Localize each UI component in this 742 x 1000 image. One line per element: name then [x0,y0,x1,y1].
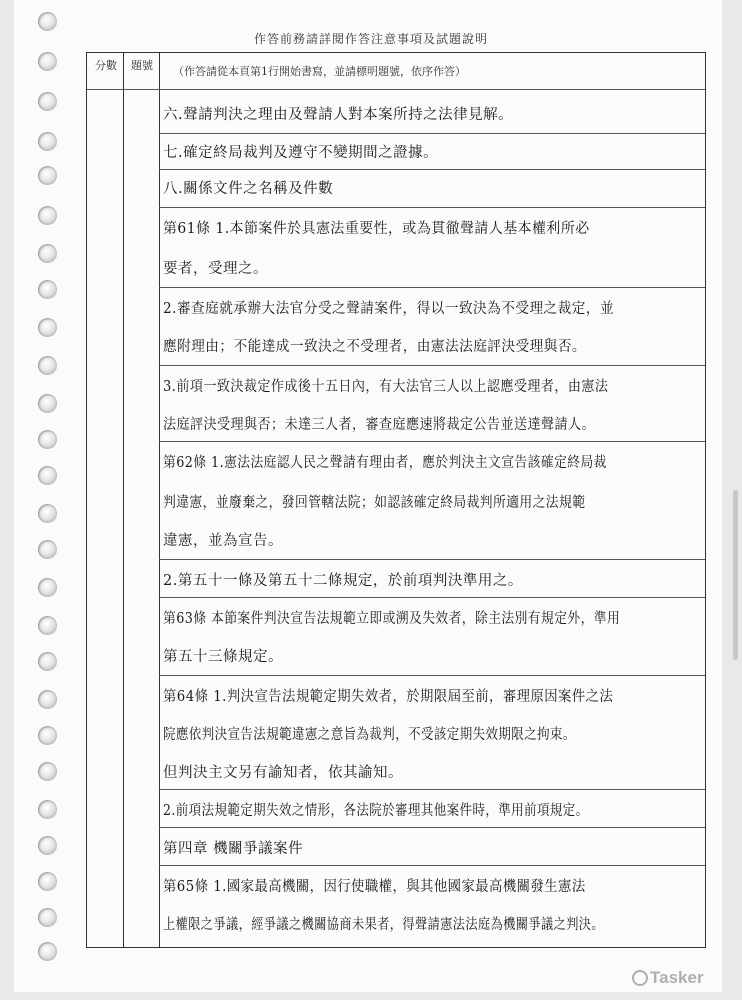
answer-line: 應附理由；不能達成一致決之不受理者，由憲法法庭評決受理與否。 [163,339,586,355]
binder-hole [38,578,57,597]
binder-hole [38,800,57,819]
binder-hole [38,394,57,413]
ruled-line [159,133,705,134]
ruled-line [159,827,705,828]
binder-hole [38,244,57,263]
answer-line: 八.關係文件之名稱及件數 [163,181,334,197]
binder-hole [38,52,57,71]
answer-line: 第65條 1.國家最高機關，因行使職權，與其他國家最高機關發生憲法 [163,879,586,895]
answer-line: 2.審查庭就承辦大法官分受之聲請案件，得以一致決為不受理之裁定，並 [163,301,615,317]
watermark-logo [632,968,704,988]
answer-line: 七.確定終局裁判及遵守不變期間之證據。 [163,145,439,161]
ruled-line [159,207,705,208]
ruled-line [159,597,705,598]
answer-grid [86,52,706,948]
binder-hole [38,166,57,185]
page-scrollbar[interactable] [733,490,738,660]
answer-line: 2.第五十一條及第五十二條規定，於前項判決準用之。 [163,573,523,589]
ruled-line [159,865,705,866]
answer-line: 3.前項一致決裁定作成後十五日內，有大法官三人以上認應受理者，由憲法 [163,379,609,395]
answer-line: 要者，受理之。 [163,261,268,277]
tasker-logo-icon [632,970,648,986]
answer-line: 第61條 1.本節案件於具憲法重要性，或為貫徹聲請人基本權利所必 [163,221,590,237]
sheet-header-title: 作答前務請詳閱作答注意事項及試題說明 [253,32,488,46]
binder-hole [38,280,57,299]
answer-line: 第四章 機關爭議案件 [163,841,304,857]
binder-hole [38,836,57,855]
binder-hole [38,762,57,781]
answer-line: 上權限之爭議，經爭議之機關協商未果者，得聲請憲法法庭為機關爭議之判決。 [163,917,604,933]
answer-line: 法庭評決受理與否；未達三人者，審查庭應速將裁定公告並送達聲請人。 [163,417,595,433]
column-divider [123,53,124,947]
binder-hole [38,466,57,485]
binder-hole [38,908,57,927]
binder-hole [38,430,57,449]
score-column-header: 分數 [95,59,117,72]
binder-hole [38,12,57,31]
ruled-line [159,365,705,366]
answer-line: 第63條 本節案件判決宣告法規範立即或溯及失效者，除主法別有規定外，準用 [163,611,621,627]
ruled-line [159,789,705,790]
binder-hole [38,92,57,111]
writing-instruction: （作答請從本頁第1行開始書寫，並請標明題號，依序作答） [173,65,466,78]
question-number-column-header: 題號 [131,59,153,72]
column-divider [159,53,160,947]
ruled-line [159,287,705,288]
answer-line: 第五十三條規定。 [163,649,283,665]
binder-hole [38,540,57,559]
binder-hole [38,206,57,225]
binder-hole [38,872,57,891]
binder-hole [38,318,57,337]
answer-line: 判違憲，並廢棄之，發回管轄法院；如認該確定終局裁判所適用之法規範 [163,495,586,511]
binder-hole [38,690,57,709]
binder-hole [38,616,57,635]
answer-line: 第64條 1.判決宣告法規範定期失效者，於期限屆至前，審理原因案件之法 [163,689,614,705]
ruled-line [159,169,705,170]
answer-line: 違憲，並為宣告。 [163,533,283,549]
binder-hole [38,132,57,151]
binder-hole [38,356,57,375]
binder-hole [38,504,57,523]
answer-line: 第62條 1.憲法法庭認人民之聲請有理由者，應於判決主文宣告該確定終局裁 [163,455,607,471]
answer-line: 院應依判決宣告法規範違憲之意旨為裁判，不受該定期失效期限之拘束。 [163,727,576,743]
ruled-line [159,441,705,442]
ruled-line [159,675,705,676]
binder-hole [38,942,57,961]
ruled-line [159,559,705,560]
header-rule [87,89,705,90]
answer-line: 2.前項法規範定期失效之情形，各法院於審理其他案件時，準用前項規定。 [163,803,589,819]
binder-hole [38,652,57,671]
binder-hole [38,726,57,745]
watermark-logo-text: Tasker [650,968,704,987]
answer-line: 但判決主文另有諭知者，依其諭知。 [163,765,403,781]
answer-line: 六.聲請判決之理由及聲請人對本案所持之法律見解。 [163,107,514,123]
